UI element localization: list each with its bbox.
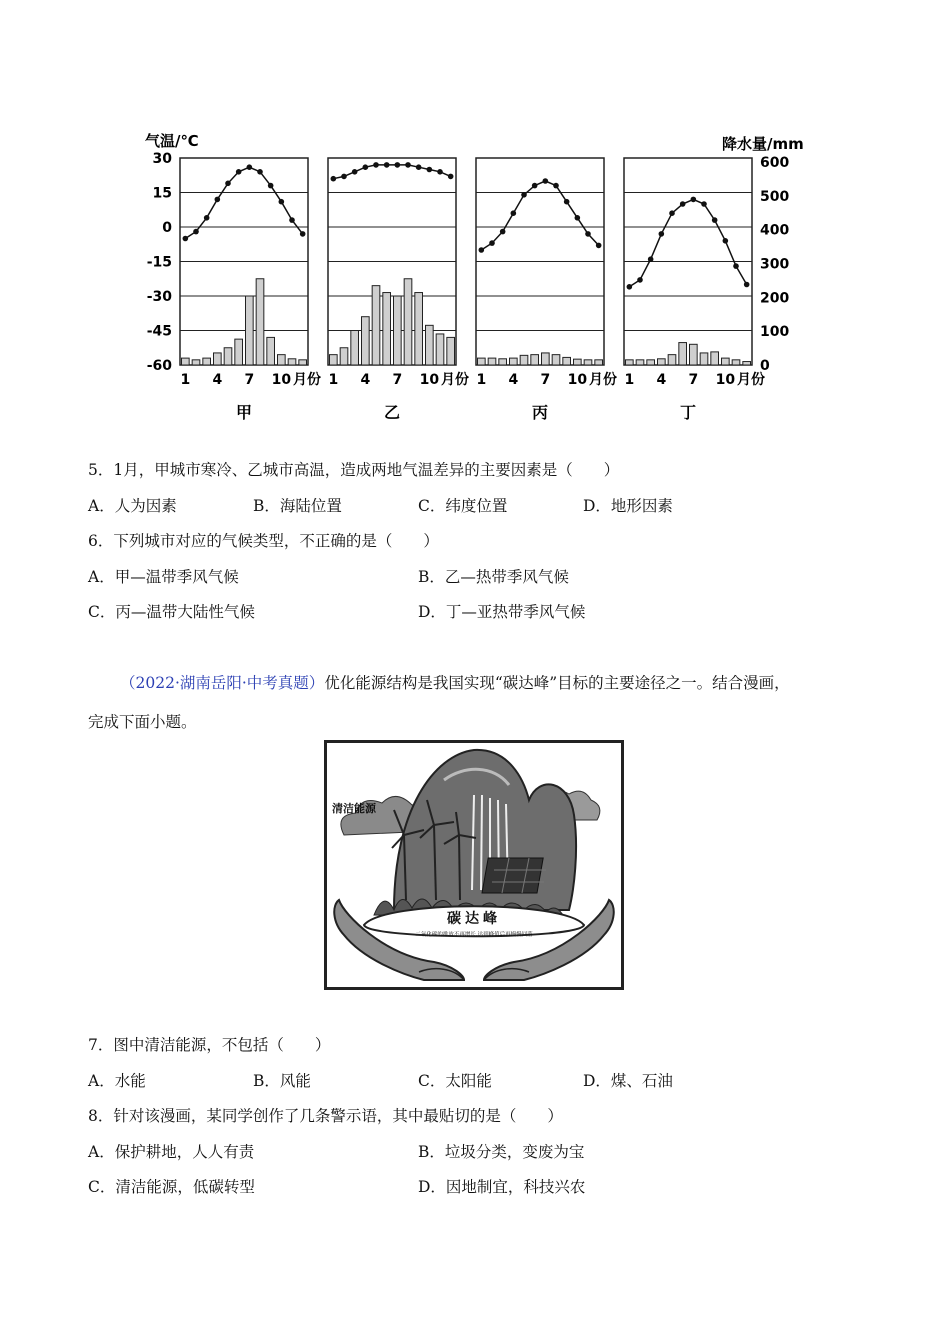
climate-panel: [180, 158, 321, 422]
clean-energy-label: 清洁能源: [332, 802, 376, 815]
month-tick-label: 4: [508, 372, 519, 388]
precip-bar: [235, 339, 243, 365]
precip-bar: [436, 334, 444, 365]
temp-point: [279, 199, 285, 205]
precip-bar: [224, 348, 232, 365]
precip-bar: [330, 355, 338, 365]
temp-tick-label: 30: [152, 151, 172, 167]
precip-bar: [658, 359, 666, 365]
month-unit-label: 月份: [589, 372, 617, 388]
precip-bar: [488, 358, 496, 365]
temp-point: [331, 176, 337, 182]
precip-bar: [626, 360, 634, 365]
precip-bar: [732, 360, 740, 365]
month-tick-label: 4: [656, 372, 667, 388]
precip-bar: [668, 355, 676, 365]
temp-point: [543, 178, 549, 184]
carbon-peak-caption: 二氧化碳的排放不再增长,达到峰值后再慢慢回落: [415, 932, 533, 938]
climate-charts: [0, 120, 950, 430]
temp-point: [669, 210, 675, 216]
precip-tick-label: 600: [760, 155, 790, 171]
precip-bar: [595, 360, 603, 365]
y-left-label: 气温/℃: [145, 132, 199, 150]
temp-point: [448, 174, 454, 180]
month-tick-label: 1: [476, 372, 487, 388]
precip-bar: [478, 358, 486, 365]
temp-point: [575, 215, 581, 221]
precip-bar: [542, 353, 550, 365]
q7-option-c: C．太阳能: [418, 1072, 492, 1090]
q5-option-a: A．人为因素: [88, 497, 177, 515]
carbon-peak-cartoon: [324, 740, 624, 990]
month-tick-label: 7: [392, 372, 403, 388]
precip-bar: [415, 293, 423, 365]
intro-line-2: 完成下面小题。: [88, 713, 197, 731]
precip-bar: [288, 359, 296, 365]
temp-point: [723, 238, 729, 244]
precip-tick-label: 100: [760, 324, 790, 341]
temp-point: [225, 181, 231, 187]
precip-tick-label: 300: [760, 256, 790, 273]
precip-bar: [299, 360, 307, 365]
temp-point: [204, 215, 210, 221]
climate-panel: [476, 158, 617, 422]
temp-point: [596, 243, 602, 249]
precip-tick-label: 500: [760, 188, 790, 205]
precip-bar: [394, 296, 402, 365]
month-tick-label: 4: [360, 372, 371, 388]
precip-bar: [182, 358, 190, 365]
precip-bar: [246, 296, 254, 365]
precip-bar: [372, 286, 380, 365]
precip-bar: [647, 360, 655, 365]
precip-bar: [362, 317, 370, 365]
temp-tick-label: 0: [162, 220, 172, 236]
month-tick-label: 7: [540, 372, 551, 388]
intro-text: 优化能源结构是我国实现“碳达峰”目标的主要途径之一。结合漫画，: [324, 674, 790, 692]
precip-bar: [351, 331, 359, 366]
temp-point: [215, 197, 221, 203]
precip-bar: [636, 360, 644, 365]
temp-point: [427, 167, 433, 173]
temp-point: [701, 201, 707, 207]
month-unit-label: 月份: [293, 372, 321, 388]
temp-point: [384, 162, 390, 168]
temp-point: [585, 231, 591, 237]
q8-option-a: A．保护耕地，人人有责: [88, 1143, 255, 1161]
panel-name: 丁: [679, 403, 697, 422]
q6-option-b: B．乙—热带季风气候: [418, 568, 569, 586]
temp-point: [183, 236, 189, 242]
precip-tick-label: 400: [760, 222, 790, 239]
q5-option-d: D．地形因素: [583, 497, 673, 515]
temp-point: [236, 169, 242, 175]
precip-bar: [214, 353, 222, 365]
month-tick-label: 4: [212, 372, 223, 388]
temp-point: [521, 192, 527, 198]
precip-bar: [267, 337, 275, 365]
question-source: （2022·湖南岳阳·中考真题）: [120, 674, 325, 692]
precip-bar: [340, 348, 348, 365]
q8-option-d: D．因地制宜，科技兴农: [418, 1178, 586, 1196]
precip-tick-label: 200: [760, 290, 790, 307]
temp-point: [627, 284, 633, 290]
temp-point: [341, 174, 347, 180]
temp-point: [405, 162, 411, 168]
temp-point: [193, 229, 199, 235]
climate-panel: [328, 158, 469, 422]
precip-bar: [563, 357, 571, 365]
temp-point: [257, 169, 263, 175]
precip-bar: [722, 358, 730, 365]
temp-point: [289, 217, 295, 223]
temp-point: [744, 282, 750, 288]
y-right-label: 降水量/mm: [722, 135, 804, 153]
month-tick-label: 7: [244, 372, 255, 388]
q5-option-c: C．纬度位置: [418, 497, 508, 515]
q5-option-b: B．海陆位置: [253, 497, 342, 515]
month-tick-label: 10: [715, 372, 736, 388]
temp-point: [564, 199, 570, 205]
temp-point: [532, 183, 538, 189]
temp-tick-label: 15: [152, 185, 172, 202]
precip-bar: [404, 279, 412, 365]
q6-option-c: C．丙—温带大陆性气候: [88, 603, 255, 621]
precip-bar: [510, 358, 518, 365]
temp-point: [659, 231, 665, 237]
panel-name: 乙: [383, 403, 401, 422]
month-unit-label: 月份: [737, 372, 765, 388]
temp-point: [489, 240, 495, 246]
precip-bar: [256, 279, 264, 365]
carbon-peak-label: 碳达峰: [447, 911, 501, 927]
q7-option-a: A．水能: [88, 1072, 146, 1090]
precip-bar: [426, 325, 434, 365]
precip-bar: [700, 353, 708, 365]
temp-point: [500, 229, 506, 235]
q6-option-d: D．丁—亚热带季风气候: [418, 603, 586, 621]
precip-bar: [690, 344, 698, 365]
q8-option-c: C．清洁能源，低碳转型: [88, 1178, 255, 1196]
precip-bar: [584, 360, 592, 365]
temp-tick-label: -30: [146, 289, 172, 305]
month-tick-label: 7: [688, 372, 699, 388]
precip-bar: [552, 355, 560, 365]
temp-point: [352, 169, 358, 175]
temp-point: [691, 197, 697, 203]
intro-line-1: [120, 671, 790, 693]
temp-tick-label: -45: [146, 323, 172, 340]
month-tick-label: 1: [624, 372, 635, 388]
precip-bar: [531, 355, 539, 365]
temp-point: [363, 164, 369, 170]
temp-point: [373, 162, 379, 168]
question-5-stem: 5．1月，甲城市寒冷、乙城市高温，造成两地气温差异的主要因素是（ ）: [88, 461, 620, 479]
precip-bar: [192, 360, 200, 365]
precip-bar: [743, 362, 751, 365]
temp-point: [416, 164, 422, 170]
month-tick-label: 10: [419, 372, 440, 388]
temp-point: [437, 169, 443, 175]
precip-bar: [203, 358, 211, 365]
q8-option-b: B．垃圾分类，变废为宝: [418, 1143, 585, 1161]
q7-option-b: B．风能: [253, 1072, 311, 1090]
month-tick-label: 1: [328, 372, 339, 388]
temp-point: [395, 162, 401, 168]
question-7-stem: 7．图中清洁能源，不包括（ ）: [88, 1036, 331, 1054]
precip-bar: [574, 359, 582, 365]
temp-point: [680, 201, 686, 207]
precip-bar: [383, 293, 391, 365]
temp-point: [733, 263, 739, 269]
precip-bar: [711, 352, 719, 365]
precip-bar: [447, 337, 455, 365]
precip-bar: [278, 355, 286, 365]
panel-name: 甲: [235, 403, 253, 422]
temp-tick-label: -60: [146, 358, 172, 374]
temp-point: [300, 231, 306, 237]
climate-panel: [624, 158, 765, 422]
month-tick-label: 1: [180, 372, 191, 388]
month-unit-label: 月份: [441, 372, 469, 388]
question-8-stem: 8．针对该漫画，某同学创作了几条警示语，其中最贴切的是（ ）: [88, 1107, 563, 1125]
temp-point: [511, 210, 517, 216]
temp-point: [247, 164, 253, 170]
panel-name: 丙: [531, 403, 549, 422]
temp-tick-label: -15: [146, 254, 172, 271]
month-tick-label: 10: [567, 372, 588, 388]
temp-point: [268, 183, 274, 189]
month-tick-label: 10: [271, 372, 292, 388]
precip-bar: [520, 355, 528, 365]
temp-point: [479, 247, 485, 253]
temp-point: [637, 277, 643, 283]
precip-bar: [499, 359, 507, 365]
precip-tick-label: 0: [760, 358, 770, 374]
temp-point: [553, 183, 559, 189]
temp-point: [712, 217, 718, 223]
question-6-stem: 6．下列城市对应的气候类型，不正确的是（ ）: [88, 532, 439, 550]
temp-point: [648, 256, 654, 262]
q7-option-d: D．煤、石油: [583, 1072, 673, 1090]
q6-option-a: A．甲—温带季风气候: [88, 568, 239, 586]
precip-bar: [679, 343, 687, 365]
